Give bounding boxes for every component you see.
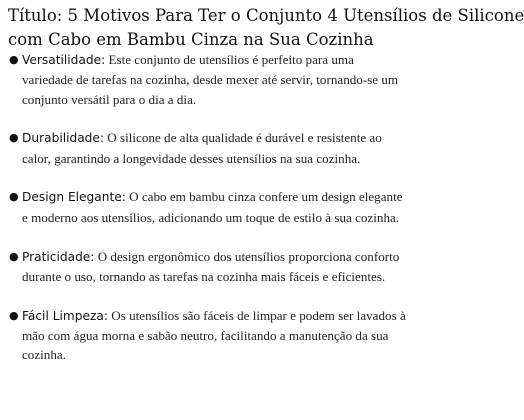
item-text: O cabo em bambu cinza confere um design elegante e moderno aos utensílios, adicionando um toque de estilo à sua cozinha. xyxy=(22,189,403,225)
item-term: Fácil Limpeza: xyxy=(22,308,108,323)
bullet-icon: ● xyxy=(9,53,19,66)
list-item-design-elegante xyxy=(8,187,408,227)
list-item-facil-limpeza xyxy=(8,306,408,365)
title-line-1: Título: 5 Motivos Para Ter o Conjunto 4 Utensílios de Silicone xyxy=(8,6,524,25)
item-term: Versatilidade: xyxy=(22,53,106,67)
title-line-2: com Cabo em Bambu Cinza na Sua Cozinha xyxy=(8,30,374,49)
item-text: O design ergonômico dos utensílios proporciona conforto durante o uso, tornando as tarefas na cozinha mais fáceis e eficientes. xyxy=(22,248,400,284)
list-item-praticidade xyxy=(8,247,408,287)
benefits-list xyxy=(8,50,408,384)
item-text: Os utensílios são fáceis de limpar e podem ser lavados à mão com água morna e sabão neutro, facilitando a manutenção da sua cozinha. xyxy=(22,307,406,363)
list-item-versatilidade xyxy=(8,50,408,109)
bullet-icon: ● xyxy=(9,131,19,145)
page-title xyxy=(8,4,524,52)
bullet-icon: ● xyxy=(9,308,19,322)
list-item-durabilidade xyxy=(8,128,408,168)
item-term: Design Elegante: xyxy=(22,190,126,205)
bullet-icon: ● xyxy=(9,249,19,263)
item-term: Praticidade: xyxy=(22,249,95,264)
item-text: Este conjunto de utensílios é perfeito para uma variedade de tarefas na cozinha, desde mexer até servir, tornando-se um conjunto versátil para o dia a dia. xyxy=(22,52,399,107)
bullet-icon: ● xyxy=(9,190,19,204)
item-text: O silicone de alta qualidade é durável e resistente ao calor, garantindo a longevidade desses utensílios na sua cozinha. xyxy=(22,130,382,166)
item-term: Durabilidade: xyxy=(22,131,105,146)
